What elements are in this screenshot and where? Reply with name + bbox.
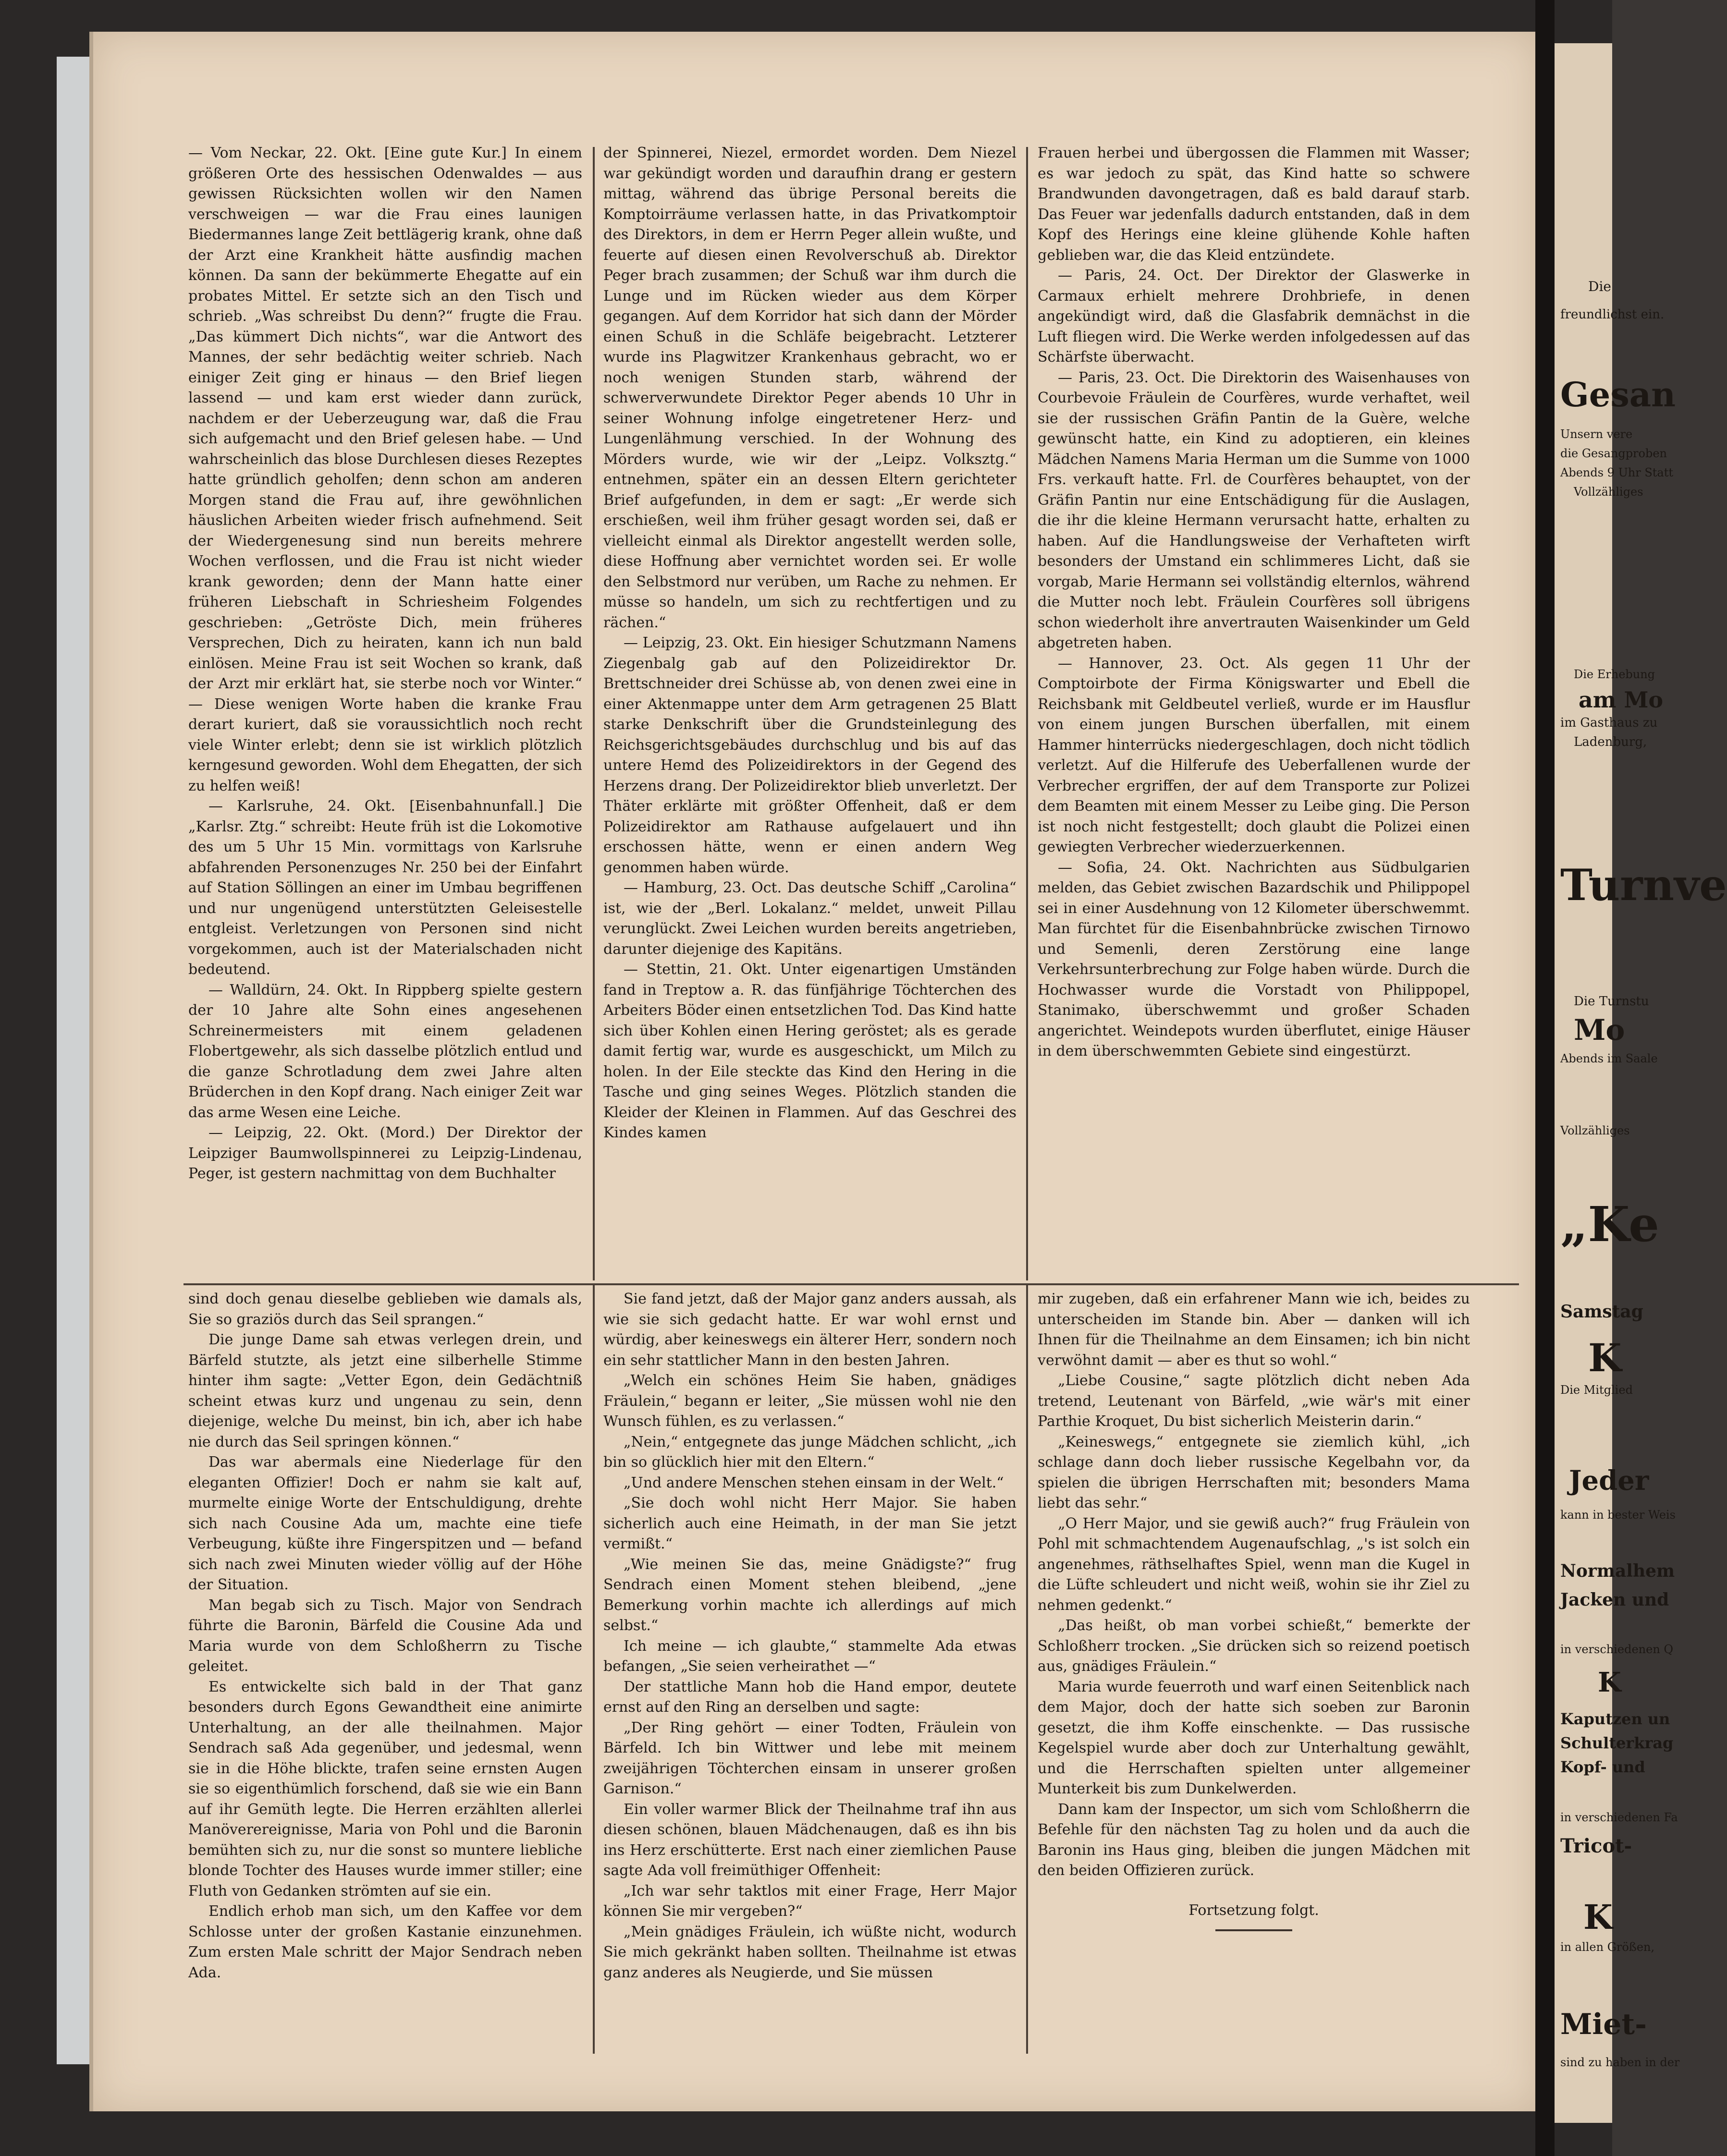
story-paragraph: Ein voller warmer Blick der Theilnahme traf ihn aus diesen schönen, blauen Mädchenaugen, daß es ihn bis ins Herz erschütterte. Erst nach einer ziemlichen Pause sagte Ada voll freimüthiger Offenheit:	[603, 1801, 1017, 1879]
ad-text: Jacken und	[1560, 1590, 1669, 1610]
news-item: — Leipzig, 23. Okt. Ein hiesiger Schutzmann Namens Ziegenbalg gab auf den Polizeidirektor Dr. Brettschneider drei Schüsse ab, von denen zwei eine in einer Aktenmappe unter dem Arm getragenen 25 Blatt starke Denkschrift über die Grundsteinlegung des Reichsgerichtsgebäudes durchschlug und bis auf das untere Hemd des Polizeidirektors in der Gegend des Herzens drang. Der Polizeidirektor blieb unverletzt. Der Thäter erklärte mit größter Offenheit, daß er dem Polizeidirektor am Rathause aufgelauert und ihn erschossen hätte, wenn er einen andern Weg genommen haben würde.	[603, 634, 1017, 876]
column-rule	[1026, 147, 1028, 1280]
feuilleton-column-3	[1038, 1289, 1470, 2067]
ad-text: Miet-	[1560, 2008, 1647, 2041]
news-item: Frauen herbei und übergossen die Flammen mit Wasser; es war jedoch zu spät, das Kind hatte so schwere Brandwunden davongetragen, daß es bald darauf starb. Das Feuer war jedenfalls dadurch entstanden, daß in dem Kopf des Herings eine kleine glühende Kohle haften geblieben war, die das Kleid entzündete.	[1038, 145, 1470, 264]
column-rule	[1026, 1285, 1028, 2054]
section-divider	[184, 1283, 1519, 1285]
ad-text: K	[1583, 1897, 1613, 1937]
ad-text: Turnve	[1560, 860, 1727, 911]
ad-text: Jeder	[1569, 1465, 1649, 1497]
ad-text: im Gasthaus zu	[1560, 716, 1658, 730]
news-item: — Leipzig, 22. Okt. (Mord.) Der Direktor der Leipziger Baumwollspinnerei zu Leipzig-Lindenau, Peger, ist gestern nachmittag von dem Buchhalter	[188, 1124, 582, 1182]
story-paragraph: „Mein gnädiges Fräulein, ich wüßte nicht, wodurch Sie mich gekränkt haben sollten. Theilnahme ist etwas ganz anderes als Neugierde, und Sie müssen	[603, 1923, 1017, 1981]
news-item: — Stettin, 21. Okt. Unter eigenartigen Umständen fand in Treptow a. R. das fünfjährige Töchterchen des Arbeiters Böder einen entsetzlichen Tod. Das Kind hatte sich über Kohlen einen Hering geröstet; als es gerade damit fertig war, wurde es ausgeschickt, um Milch zu holen. In der Eile steckte das Kind den Hering in die Tasche und ging seines Weges. Plötzlich standen die Kleider der Kleinen in Flammen. Auf das Geschrei des Kindes kamen	[603, 961, 1017, 1141]
story-paragraph: „Sie doch wohl nicht Herr Major. Sie haben sicherlich auch eine Heimath, in der man Sie jetzt vermißt.“	[603, 1495, 1017, 1552]
ad-text: Unsern vere	[1560, 427, 1633, 441]
ad-text: K	[1598, 1667, 1621, 1698]
ad-text: in verschiedenen Fa	[1560, 1811, 1678, 1824]
ad-text: Samstag	[1560, 1302, 1643, 1322]
ad-text: Die	[1588, 279, 1611, 294]
story-paragraph: Endlich erhob man sich, um den Kaffee vor dem Schlosse unter der großen Kastanie einzunehmen. Zum ersten Male schritt der Major Sendrach neben Ada.	[188, 1903, 582, 1981]
story-paragraph: „Und andere Menschen stehen einsam in der Welt.“	[624, 1474, 1004, 1491]
story-paragraph: Die junge Dame sah etwas verlegen drein, und Bärfeld stutzte, als jetzt eine silberhelle Stimme hinter ihm sagte: „Vetter Egon, dein Gedächtniß scheint etwas kurz und ungenau zu sein, denn diejenige, welche Du meinst, bin ich, aber ich habe nie durch das Seil springen können.“	[188, 1331, 582, 1450]
news-item: — Karlsruhe, 24. Okt. [Eisenbahnunfall.] Die „Karlsr. Ztg.“ schreibt: Heute früh ist die Lokomotive des um 5 Uhr 15 Min. vormittags von Karlsruhe abfahrenden Personenzuges Nr. 250 bei der Einfahrt auf Station Söllingen an einer im Umbau begriffenen und nur ungenügend unterstützten Geleisestelle entgleist. Verletzungen von Personen sind nicht vorgekommen, auch ist der Materialschaden nicht bedeutend.	[188, 798, 582, 978]
ad-text: Kaputzen un	[1560, 1710, 1670, 1728]
story-paragraph: Sie fand jetzt, daß der Major ganz anders aussah, als wie sie sich gedacht hatte. Er war wohl ernst und würdig, aber keineswegs ein älterer Herr, sondern noch ein sehr stattlicher Mann in den besten Jahren.	[603, 1291, 1017, 1369]
ad-text: kann in bester Weis	[1560, 1508, 1676, 1522]
ad-text: Die Turnstu	[1574, 994, 1649, 1009]
news-column-2	[603, 143, 1017, 1272]
ad-text: in verschiedenen Q	[1560, 1643, 1674, 1656]
ad-text: Vollzähliges	[1560, 1124, 1630, 1137]
story-paragraph: „Liebe Cousine,“ sagte plötzlich dicht neben Ada tretend, Leutenant von Bärfeld, „wie wär's mit einer Parthie Kroquet, Du bist sicherlich Meisterin darin.“	[1038, 1372, 1470, 1430]
story-paragraph: „Keineswegs,“ entgegnete sie ziemlich kühl, „ich schlage dann doch lieber russische Kegelbahn vor, da spielen die übrigen Herrschaften mit; besonders Mama liebt das sehr.“	[1038, 1433, 1470, 1511]
ad-text: Tricot-	[1560, 1835, 1632, 1857]
news-item: der Spinnerei, Niezel, ermordet worden. Dem Niezel war gekündigt worden und daraufhin drang er gestern mittag, während das übrige Personal bereits die Komptoirräume verlassen hatte, in das Privatkomptoir des Direktors, in dem er Herrn Peger allein wußte, und feuerte auf diesen einen Revolverschuß ab. Direktor Peger brach zusammen; der Schuß war ihm durch die Lunge und im Rücken wieder aus dem Körper gegangen. Auf dem Korridor hat sich dann der Mörder einen Schuß in die Schläfe beigebracht. Letzterer wurde ins Plagwitzer Krankenhaus gebracht, wo er noch wenigen Stunden starb, während der schwerverwundete Direktor Peger abends 10 Uhr in seiner Wohnung infolge eingetretener Herz- und Lungenlähmung verschied. In der Wohnung des Mörders wurde, wie wir der „Leipz. Volksztg.“ entnehmen, später ein an dessen Eltern gerichteter Brief aufgefunden, in dem er sagt: „Er werde sich erschießen, weil ihm früher gesagt worden sei, daß er vielleicht einmal als Direktor angestellt werden solle, diese Hoffnung aber vernichtet worden sei. Er wolle den Selbstmord nur verüben, um Rache zu nehmen. Er müsse so handeln, um sich zu rechtfertigen und zu rächen.“	[603, 145, 1017, 631]
continued-notice: Fortsetzung folgt.	[1188, 1901, 1319, 1919]
news-item: — Hamburg, 23. Oct. Das deutsche Schiff „Carolina“ ist, wie der „Berl. Lokalanz.“ meldet, unweit Pillau verunglückt. Zwei Leichen wurden bereits angetrieben, darunter diejenige des Kapitäns.	[603, 879, 1017, 958]
ad-text: Vollzähliges	[1574, 485, 1643, 499]
news-column-3	[1038, 143, 1470, 1272]
story-paragraph: Man begab sich zu Tisch. Major von Sendrach führte die Baronin, Bärfeld die Cousine Ada und Maria wurde von dem Schloßherrn zu Tische geleitet.	[188, 1596, 582, 1675]
ad-text: Die Mitglied	[1560, 1383, 1633, 1397]
feuilleton-column-1	[188, 1289, 582, 2038]
ad-text: die Gesangproben	[1560, 447, 1667, 460]
story-paragraph: Ich meine — ich glaubte,“ stammelte Ada etwas befangen, „Sie seien verheirathet —“	[603, 1637, 1017, 1675]
story-paragraph: mir zugeben, daß ein erfahrener Mann wie ich, beides zu unterscheiden im Stande bin. Aber — danken will ich Ihnen für die Theilnahme an dem Einsamen; ich bin nicht verwöhnt damit — aber es thut so wohl.“	[1038, 1291, 1470, 1369]
book-binding-edge	[57, 57, 91, 2064]
story-paragraph: „Welch ein schönes Heim Sie haben, gnädiges Fräulein,“ begann er leiter, „Sie müssen wohl nie den Wunsch fühlen, es zu verlassen.“	[603, 1372, 1017, 1430]
news-item: — Paris, 24. Oct. Der Direktor der Glaswerke in Carmaux erhielt mehrere Drohbriefe, in denen angekündigt wird, daß die Glasfabrik demnächst in die Luft fliegen wird. Die Werke werden infolgedessen auf das Schärfste überwacht.	[1038, 267, 1470, 365]
story-paragraph: „Der Ring gehört — einer Todten, Fräulein von Bärfeld. Ich bin Wittwer und lebe mit meinem zweijährigen Töchterchen einsam in unserer großen Garnison.“	[603, 1719, 1017, 1797]
news-item: — Walldürn, 24. Okt. In Rippberg spielte gestern der 10 Jahre alte Sohn eines angesehenen Schreinermeisters mit einem geladenen Flobertgewehr, als sich dasselbe plötzlich entlud und die ganze Schrotladung dem zwei Jahre alten Brüderchen in den Kopf drang. Nach einiger Zeit war das arme Wesen eine Leiche.	[188, 981, 582, 1121]
newspaper-page	[89, 32, 1538, 2111]
story-paragraph: Das war abermals eine Niederlage für den eleganten Offizier! Doch er nahm sie kalt auf, murmelte einige Worte der Entschuldigung, drehte sich nach Cousine Ada um, machte eine tiefe Verbeugung, küßte ihre Fingerspitzen und — befand sich nach zwei Minuten wieder völlig auf der Höhe der Situation.	[188, 1454, 582, 1593]
ad-text: Abends 9 Uhr Statt	[1560, 466, 1674, 479]
ad-text: Gesan	[1560, 375, 1676, 414]
end-rule	[1215, 1929, 1292, 1931]
ad-text: Abends im Saale	[1560, 1052, 1658, 1065]
news-item: — Hannover, 23. Oct. Als gegen 11 Uhr der Comptoirbote der Firma Königswarter und Ebell die Reichsbank mit Geldbeutel verließ, wurde er im Hausflur von einem jungen Burschen überfallen, mit einem Hammer hinterrücks niedergeschlagen, doch nicht tödlich verletzt. Auf die Hilferufe des Ueberfallenen wurde der Verbrecher ergriffen, der auf dem Transporte zur Polizei dem Beamten mit einem Messer zu Leibe ging. Die Person ist noch nicht festgestellt; doch glaubt die Polizei einen gewiegten Verbrecher wiederzuerkennen.	[1038, 655, 1470, 855]
story-paragraph: „Nein,“ entgegnete das junge Mädchen schlicht, „ich bin so glücklich hier mit den Eltern.“	[603, 1433, 1017, 1471]
ad-text: Ladenburg,	[1574, 735, 1647, 749]
story-paragraph: Der stattliche Mann hob die Hand empor, deutete ernst auf den Ring an derselben und sagte:	[603, 1678, 1017, 1716]
story-paragraph: „Wie meinen Sie das, meine Gnädigste?“ frug Sendrach einen Moment stehen bleibend, „jene Bemerkung vorhin machte ich allerdings auf mich selbst.“	[603, 1556, 1017, 1634]
news-item: — Paris, 23. Oct. Die Direktorin des Waisenhauses von Courbevoie Fräulein de Courfères, wurde verhaftet, weil sie der russischen Gräfin Pantin de la Guère, welche gewünscht hatte, ein Kind zu adoptieren, ein kleines Mädchen Namens Maria Herman um die Summe von 1000 Frs. verkauft hatte. Frl. de Courfères behauptet, von der Gräfin Pantin nur eine Entschädigung für die Auslagen, die ihr die kleine Hermann verursacht hatte, erhalten zu haben. Auf die Handlungsweise der Verhafteten wirft besonders der Umstand ein schlimmeres Licht, daß sie vorgab, Marie Hermann sei vollständig elternlos, während die Mutter noch lebt. Fräulein Courfères soll übrigens schon wiederholt ihre anvertrauten Waisenkinder um Geld abgetreten haben.	[1038, 369, 1470, 651]
story-paragraph: Es entwickelte sich bald in der That ganz besonders durch Egons Gewandtheit eine animirte Unterhaltung, an der alle theilnahmen. Major Sendrach saß Ada gegenüber, und jedesmal, wenn sie in die Höhe blickte, trafen seine ernsten Augen sie so eigenthümlich forschend, daß sie wie ein Bann auf ihr Gemüth legte. Die Herren erzählten allerlei Manöverereignisse, Maria von Pohl und die Baronin bemühten sich zu, nur die sonst so muntere liebliche blonde Tochter des Hauses wurde immer stiller; eine Fluth von Gedanken strömten auf sie ein.	[188, 1678, 582, 1900]
story-paragraph: Dann kam der Inspector, um sich vom Schloßherrn die Befehle für den nächsten Tag zu holen und da auch die Baronin ins Haus ging, bleiben die jungen Mädchen mit den beiden Offizieren zurück.	[1038, 1801, 1470, 1879]
news-column-1	[188, 143, 582, 1272]
story-paragraph: „Ich war sehr taktlos mit einer Frage, Herr Major können Sie mir vergeben?“	[603, 1882, 1017, 1920]
column-rule	[593, 1285, 595, 2054]
story-paragraph: „O Herr Major, und sie gewiß auch?“ frug Fräulein von Pohl mit schmachtendem Augenaufschlag, „'s ist solch ein angenehmes, räthselhaftes Spiel, wenn man die Kugel in die Lüfte schleudert und nicht weiß, wohin sie ihr Ziel zu nehmen gedenkt.“	[1038, 1515, 1470, 1614]
ad-text: in allen Größen,	[1560, 1940, 1655, 1954]
ad-text: Mo	[1574, 1013, 1625, 1047]
ad-text: am Mo	[1579, 687, 1664, 713]
ad-text: Normalhem	[1560, 1561, 1675, 1581]
news-item: — Vom Neckar, 22. Okt. [Eine gute Kur.] In einem größeren Orte des hessischen Odenwaldes — aus gewissen Rücksichten wollen wir den Namen verschweigen — war die Frau eines launigen Biedermannes lange Zeit bettlägerig krank, ohne daß der Arzt eine Krankheit hätte ausfindig machen können. Da sann der bekümmerte Ehegatte auf ein probates Mittel. Er setzte sich an den Tisch und schrieb. „Was schreibst Du denn?“ frugte die Frau. „Das kümmert Dich nichts“, war die Antwort des Mannes, der sehr bedächtig weiter schrieb. Nach einiger Zeit ging er hinaus — den Brief liegen lassend — und kam erst wieder dann zurück, nachdem er der Ueberzeugung war, daß die Frau sich aufgemacht und den Brief gelesen habe. — Und wahrscheinlich das blose Durchlesen dieses Rezeptes hatte gründlich geholfen; denn schon am anderen Morgen stand die Frau auf, ihre gewöhnlichen häuslichen Arbeiten wieder frisch aufnehmend. Seit der Wiedergenesung sind nun bereits mehrere Wochen verflossen, und die Frau ist nicht wieder krank geworden; denn der Mann hatte einer früheren Liebschaft in Schriesheim Folgendes geschrieben: „Getröste Dich, mein früheres Versprechen, Dich zu heiraten, kann ich nun bald einlösen. Meine Frau ist seit Wochen so krank, daß der Arzt mir erklärt hat, sie sterbe noch vor Winter.“ — Diese wenigen Worte haben die kranke Frau derart kuriert, daß sie voraussichtlich noch recht viele Winter erlebt; denn sie ist wirklich plötzlich kerngesund geworden. Wohl dem Ehegatten, der sich zu helfen weiß!	[188, 145, 582, 794]
story-paragraph: Maria wurde feuerroth und warf einen Seitenblick nach dem Major, doch der hatte sich soeben zur Baronin gesetzt, die ihm Koffe einschenkte. — Das russische Kegelspiel wurde aber doch zur Unterhaltung gewählt, und die Herrschaften spielten unter allgemeiner Munterkeit bis zum Dunkelwerden.	[1038, 1678, 1470, 1797]
ad-text: K	[1588, 1335, 1622, 1380]
ad-text: sind zu haben in der	[1560, 2056, 1680, 2069]
page-gutter	[1535, 0, 1555, 2156]
ad-text: Schulterkrag	[1560, 1734, 1674, 1752]
feuilleton-column-2	[603, 1289, 1017, 2038]
ad-text: Die Erhebung	[1574, 668, 1655, 681]
adjacent-page-ads	[1555, 43, 1727, 2123]
story-paragraph: „Das heißt, ob man vorbei schießt,“ bemerkte der Schloßherr trocken. „Sie drücken sich so reizend poetisch aus, gnädiges Fräulein.“	[1038, 1617, 1470, 1675]
column-rule	[593, 147, 595, 1280]
ad-text: „Ke	[1560, 1196, 1659, 1253]
ad-text: Kopf- und	[1560, 1758, 1645, 1776]
news-item: — Sofia, 24. Okt. Nachrichten aus Südbulgarien melden, das Gebiet zwischen Bazardschik und Philippopel sei in einer Ausdehnung von 12 Kilometer überschwemmt. Man fürchtet für die Eisenbahnbrücke zwischen Tirnowo und Semenli, deren Zerstörung eine lange Verkehrsunterbrechung zur Folge haben würde. Durch die Hochwasser wurde die Vorstadt von Philippopel, Stanimako, überschwemmt und großer Schaden angerichtet. Weindepots wurden überflutet, einige Häuser in dem überschwemmten Gebiete sind eingestürzt.	[1038, 859, 1470, 1060]
ad-text: freundlichst ein.	[1560, 307, 1665, 322]
story-paragraph: sind doch genau dieselbe geblieben wie damals als, Sie so graziös durch das Seil sprangen.“	[188, 1291, 582, 1328]
